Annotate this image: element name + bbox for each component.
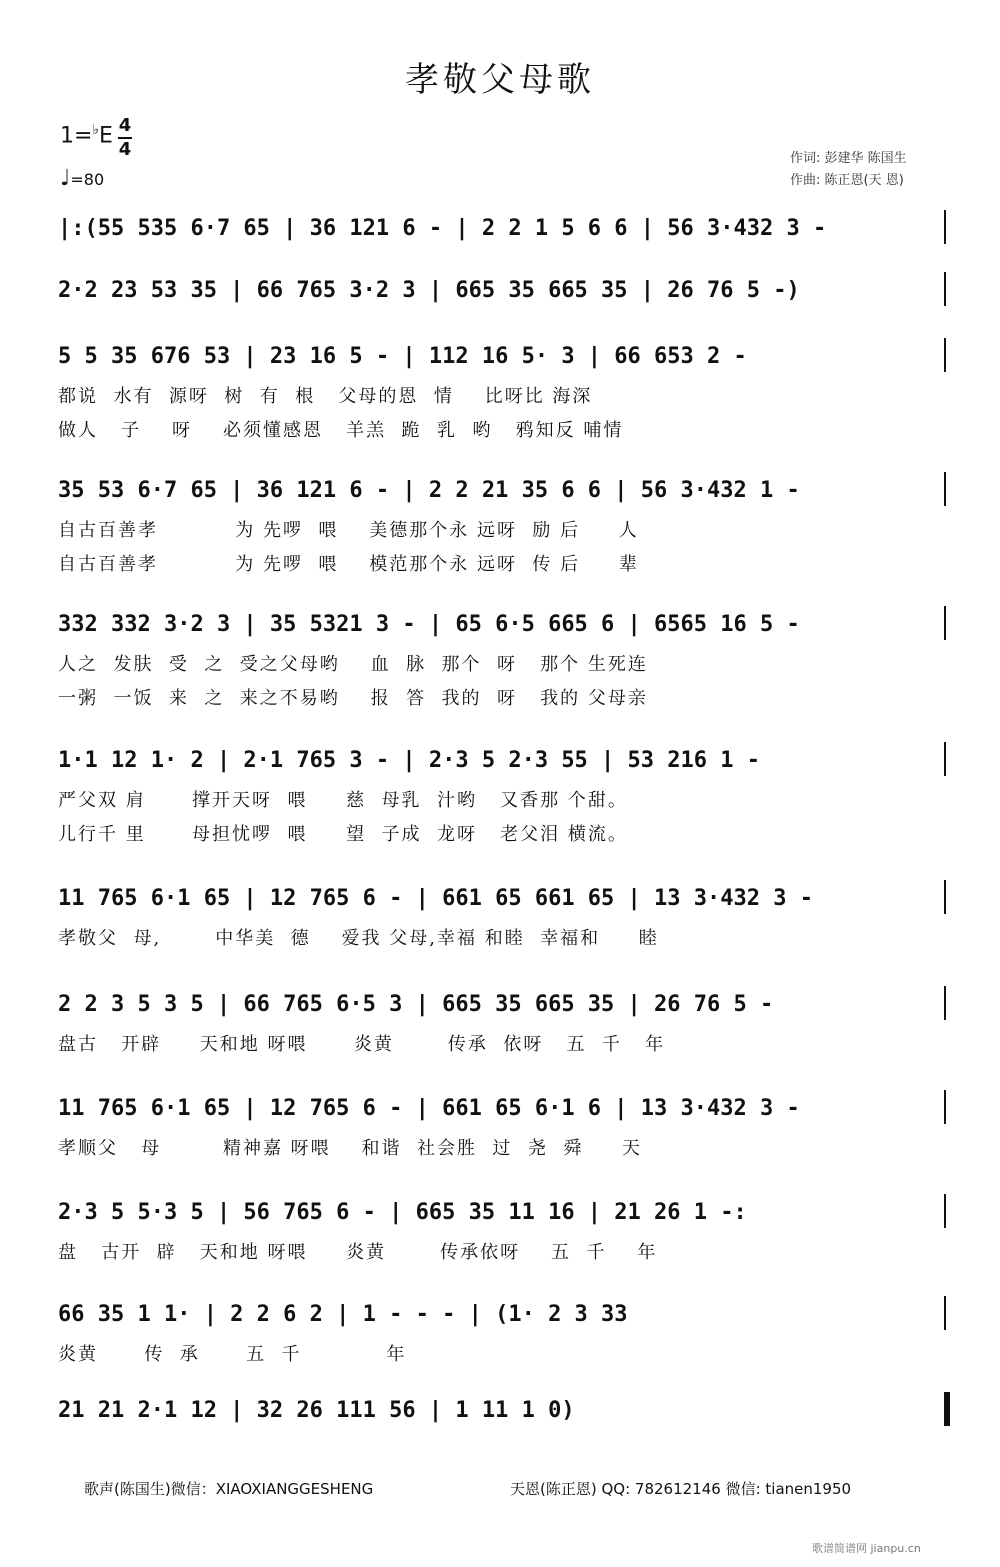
barline (944, 1296, 946, 1330)
barline (944, 606, 946, 640)
notes-row (58, 1392, 950, 1432)
lyric-line: 孝敬父 母, 中华美 德 爱我 父母,幸福 和睦 幸福和 睦 (58, 928, 659, 949)
lyric-line: 人之 发肤 受 之 受之父母哟 血 脉 那个 呀 那个 生死连 (58, 654, 648, 675)
lyric-line: 自古百善孝 为 先啰 喂 美德那个永 远呀 励 后 人 (58, 520, 639, 541)
lyric-line: 严父双 肩 撑开天呀 喂 慈 母乳 汁哟 又香那 个甜。 (58, 790, 628, 811)
barline (944, 210, 946, 244)
notes-row (58, 986, 950, 1026)
lyric-line: 一粥 一饭 来 之 来之不易哟 报 答 我的 呀 我的 父母亲 (58, 688, 648, 709)
jianpu-notes: 21 21 2·1 12 | 32 26 111 56 | 1 11 1 0) (58, 1398, 575, 1423)
jianpu-notes: 35 53 6·7 65 | 36 121 6 - | 2 2 21 35 6 6 | 56 3·432 1 - (58, 478, 800, 503)
notes-row (58, 210, 950, 250)
footer-singer-contact: 歌声(陈国生)微信：XIAOXIANGGESHENG (84, 1480, 374, 1498)
notes-row (58, 272, 950, 312)
time-signature (118, 116, 132, 160)
lyric-line: 炎黄 传 承 五 千 年 (58, 1344, 407, 1365)
time-signature-top: 4 (118, 115, 132, 136)
notes-row (58, 742, 950, 782)
barline (944, 1090, 946, 1124)
lyric-line: 儿行千 里 母担忧啰 喂 望 子成 龙呀 老父泪 横流。 (58, 824, 628, 845)
time-signature-bottom: 4 (118, 139, 132, 160)
notes-row (58, 338, 950, 378)
watermark: 歌谱简谱网 jianpu.cn (812, 1542, 921, 1555)
jianpu-notes: 5 5 35 676 53 | 23 16 5 - | 112 16 5· 3 | 66 653 2 - (58, 344, 747, 369)
barline (944, 338, 946, 372)
jianpu-notes: 11 765 6·1 65 | 12 765 6 - | 661 65 6·1 6 | 13 3·432 3 - (58, 1096, 800, 1121)
lyricist-credit: 作词: 彭建华 陈国生 (790, 151, 907, 166)
barline (944, 272, 946, 306)
notes-row (58, 1296, 950, 1336)
barline (944, 880, 946, 914)
jianpu-notes: 2 2 3 5 3 5 | 66 765 6·5 3 | 665 35 665 35 | 26 76 5 - (58, 992, 774, 1017)
tempo-value: =80 (70, 170, 105, 189)
notes-row (58, 1090, 950, 1130)
key-prefix: 1= (60, 123, 93, 149)
lyric-line: 自古百善孝 为 先啰 喂 模范那个永 远呀 传 后 辈 (58, 554, 639, 575)
flat-symbol: ♭ (92, 122, 100, 138)
composer-credit: 作曲: 陈正恩(天 恩) (790, 173, 904, 188)
jianpu-notes: 11 765 6·1 65 | 12 765 6 - | 661 65 661 65 | 13 3·432 3 - (58, 886, 813, 911)
credits (790, 148, 907, 192)
notes-row (58, 472, 950, 512)
lyric-line: 盘 古开 辟 天和地 呀喂 炎黄 传承依呀 五 千 年 (58, 1242, 658, 1263)
jianpu-notes: 66 35 1 1· | 2 2 6 2 | 1 - - - | (1· 2 3 33 (58, 1302, 628, 1327)
jianpu-notes: 2·2 23 53 35 | 66 765 3·2 3 | 665 35 665 35 | 26 76 5 -) (58, 278, 800, 303)
barline (944, 986, 946, 1020)
barline (944, 1194, 946, 1228)
barline (944, 1392, 950, 1426)
tempo-marking (60, 166, 104, 191)
barline (944, 742, 946, 776)
jianpu-notes: |:(55 535 6·7 65 | 36 121 6 - | 2 2 1 5 6 6 | 56 3·432 3 - (58, 216, 827, 241)
song-title: 孝敬父母歌 (405, 60, 595, 100)
key-note: E (99, 123, 113, 149)
lyric-line: 孝顺父 母 精神嘉 呀喂 和谐 社会胜 过 尧 舜 天 (58, 1138, 642, 1159)
jianpu-notes: 1·1 12 1· 2 | 2·1 765 3 - | 2·3 5 2·3 55 | 53 216 1 - (58, 748, 760, 773)
notes-row (58, 606, 950, 646)
notes-row (58, 1194, 950, 1234)
barline (944, 472, 946, 506)
lyric-line: 盘古 开辟 天和地 呀喂 炎黄 传承 依呀 五 千 年 (58, 1034, 666, 1055)
key-signature (60, 122, 113, 148)
lyric-line: 做人 子 呀 必须懂感恩 羊羔 跪 乳 哟 鸦知反 哺情 (58, 420, 624, 441)
notes-row (58, 880, 950, 920)
quarter-note-icon: ♩ (60, 166, 71, 191)
lyric-line: 都说 水有 源呀 树 有 根 父母的恩 情 比呀比 海深 (58, 386, 593, 407)
jianpu-notes: 2·3 5 5·3 5 | 56 765 6 - | 665 35 11 16 | 21 26 1 -: (58, 1200, 747, 1225)
footer-composer-contact: 天恩(陈正恩) QQ: 782612146 微信: tianen1950 (510, 1480, 852, 1498)
jianpu-notes: 332 332 3·2 3 | 35 5321 3 - | 65 6·5 665 6 | 6565 16 5 - (58, 612, 800, 637)
